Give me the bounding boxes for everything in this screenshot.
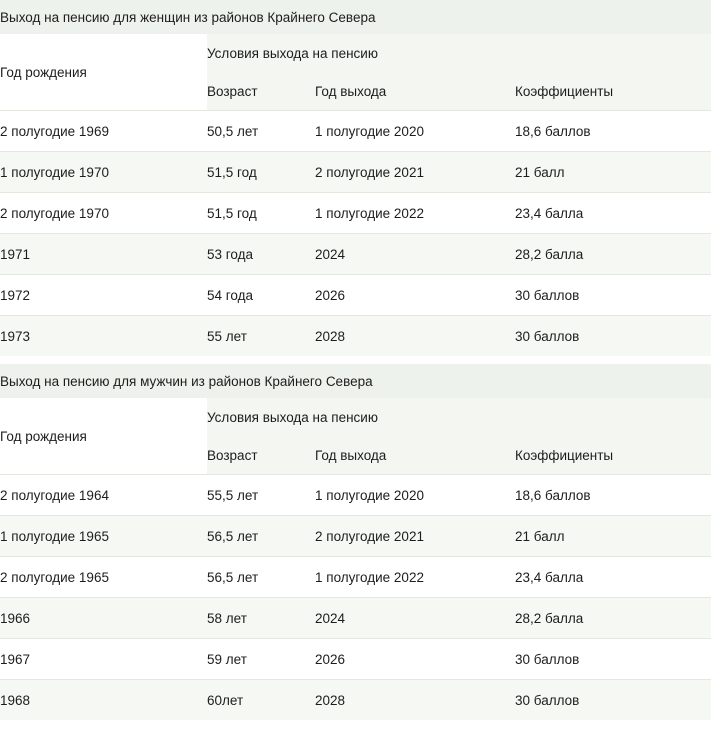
- cell-birth-year: 1973: [0, 316, 207, 357]
- column-header-age: Возраст: [207, 436, 315, 475]
- cell-exit-year: 1 полугодие 2022: [315, 557, 515, 598]
- column-header-exit-year: Год выхода: [315, 436, 515, 475]
- cell-birth-year: 2 полугодие 1969: [0, 111, 207, 152]
- column-header-conditions: Условия выхода на пенсию: [207, 398, 711, 436]
- cell-age: 50,5 лет: [207, 111, 315, 152]
- column-header-exit-year: Год выхода: [315, 72, 515, 111]
- cell-age: 53 года: [207, 234, 315, 275]
- cell-exit-year: 1 полугодие 2020: [315, 475, 515, 516]
- column-header-conditions: Условия выхода на пенсию: [207, 34, 711, 72]
- column-header-birth-year: Год рождения: [0, 398, 207, 475]
- cell-coefficients: 23,4 балла: [515, 193, 711, 234]
- cell-exit-year: 1 полугодие 2022: [315, 193, 515, 234]
- table-row: [0, 516, 711, 557]
- cell-coefficients: 28,2 балла: [515, 598, 711, 639]
- cell-age: 60лет: [207, 680, 315, 721]
- cell-birth-year: 1971: [0, 234, 207, 275]
- cell-birth-year: 1968: [0, 680, 207, 721]
- table-group-header-row: [0, 398, 711, 436]
- cell-coefficients: 30 баллов: [515, 275, 711, 316]
- cell-coefficients: 21 балл: [515, 152, 711, 193]
- pension-table-women: [0, 0, 711, 356]
- cell-birth-year: 2 полугодие 1965: [0, 557, 207, 598]
- table-row: [0, 193, 711, 234]
- cell-coefficients: 28,2 балла: [515, 234, 711, 275]
- cell-coefficients: 18,6 баллов: [515, 111, 711, 152]
- table-row: [0, 639, 711, 680]
- cell-coefficients: 23,4 балла: [515, 557, 711, 598]
- cell-coefficients: 30 баллов: [515, 639, 711, 680]
- table-group-header-row: [0, 34, 711, 72]
- cell-exit-year: 2026: [315, 639, 515, 680]
- cell-age: 55 лет: [207, 316, 315, 357]
- cell-birth-year: 1 полугодие 1965: [0, 516, 207, 557]
- cell-birth-year: 2 полугодие 1964: [0, 475, 207, 516]
- cell-age: 56,5 лет: [207, 557, 315, 598]
- cell-age: 59 лет: [207, 639, 315, 680]
- table-row: [0, 680, 711, 721]
- pension-table-men: [0, 364, 711, 720]
- cell-birth-year: 2 полугодие 1970: [0, 193, 207, 234]
- table-row: [0, 598, 711, 639]
- table-separator: [0, 356, 717, 364]
- cell-age: 55,5 лет: [207, 475, 315, 516]
- cell-age: 54 года: [207, 275, 315, 316]
- table-row: [0, 111, 711, 152]
- cell-coefficients: 18,6 баллов: [515, 475, 711, 516]
- cell-coefficients: 30 баллов: [515, 316, 711, 357]
- column-header-coefficients: Коэффициенты: [515, 72, 711, 111]
- table-row: [0, 475, 711, 516]
- cell-exit-year: 2024: [315, 598, 515, 639]
- cell-birth-year: 1972: [0, 275, 207, 316]
- cell-age: 56,5 лет: [207, 516, 315, 557]
- cell-exit-year: 2 полугодие 2021: [315, 152, 515, 193]
- cell-coefficients: 21 балл: [515, 516, 711, 557]
- cell-exit-year: 2028: [315, 316, 515, 357]
- table-row: [0, 275, 711, 316]
- table-row: [0, 234, 711, 275]
- cell-exit-year: 2024: [315, 234, 515, 275]
- cell-birth-year: 1967: [0, 639, 207, 680]
- cell-exit-year: 1 полугодие 2020: [315, 111, 515, 152]
- cell-coefficients: 30 баллов: [515, 680, 711, 721]
- table-row: [0, 316, 711, 357]
- cell-exit-year: 2026: [315, 275, 515, 316]
- column-header-coefficients: Коэффициенты: [515, 436, 711, 475]
- cell-birth-year: 1966: [0, 598, 207, 639]
- cell-age: 58 лет: [207, 598, 315, 639]
- cell-exit-year: 2 полугодие 2021: [315, 516, 515, 557]
- column-header-age: Возраст: [207, 72, 315, 111]
- table-row: [0, 152, 711, 193]
- cell-age: 51,5 год: [207, 152, 315, 193]
- table-caption: Выход на пенсию для мужчин из районов Крайнего Севера: [0, 364, 711, 398]
- column-header-birth-year: Год рождения: [0, 34, 207, 111]
- table-caption-row: [0, 364, 711, 398]
- cell-birth-year: 1 полугодие 1970: [0, 152, 207, 193]
- table-caption: Выход на пенсию для женщин из районов Крайнего Севера: [0, 0, 711, 34]
- table-row: [0, 557, 711, 598]
- table-caption-row: [0, 0, 711, 34]
- cell-exit-year: 2028: [315, 680, 515, 721]
- cell-age: 51,5 год: [207, 193, 315, 234]
